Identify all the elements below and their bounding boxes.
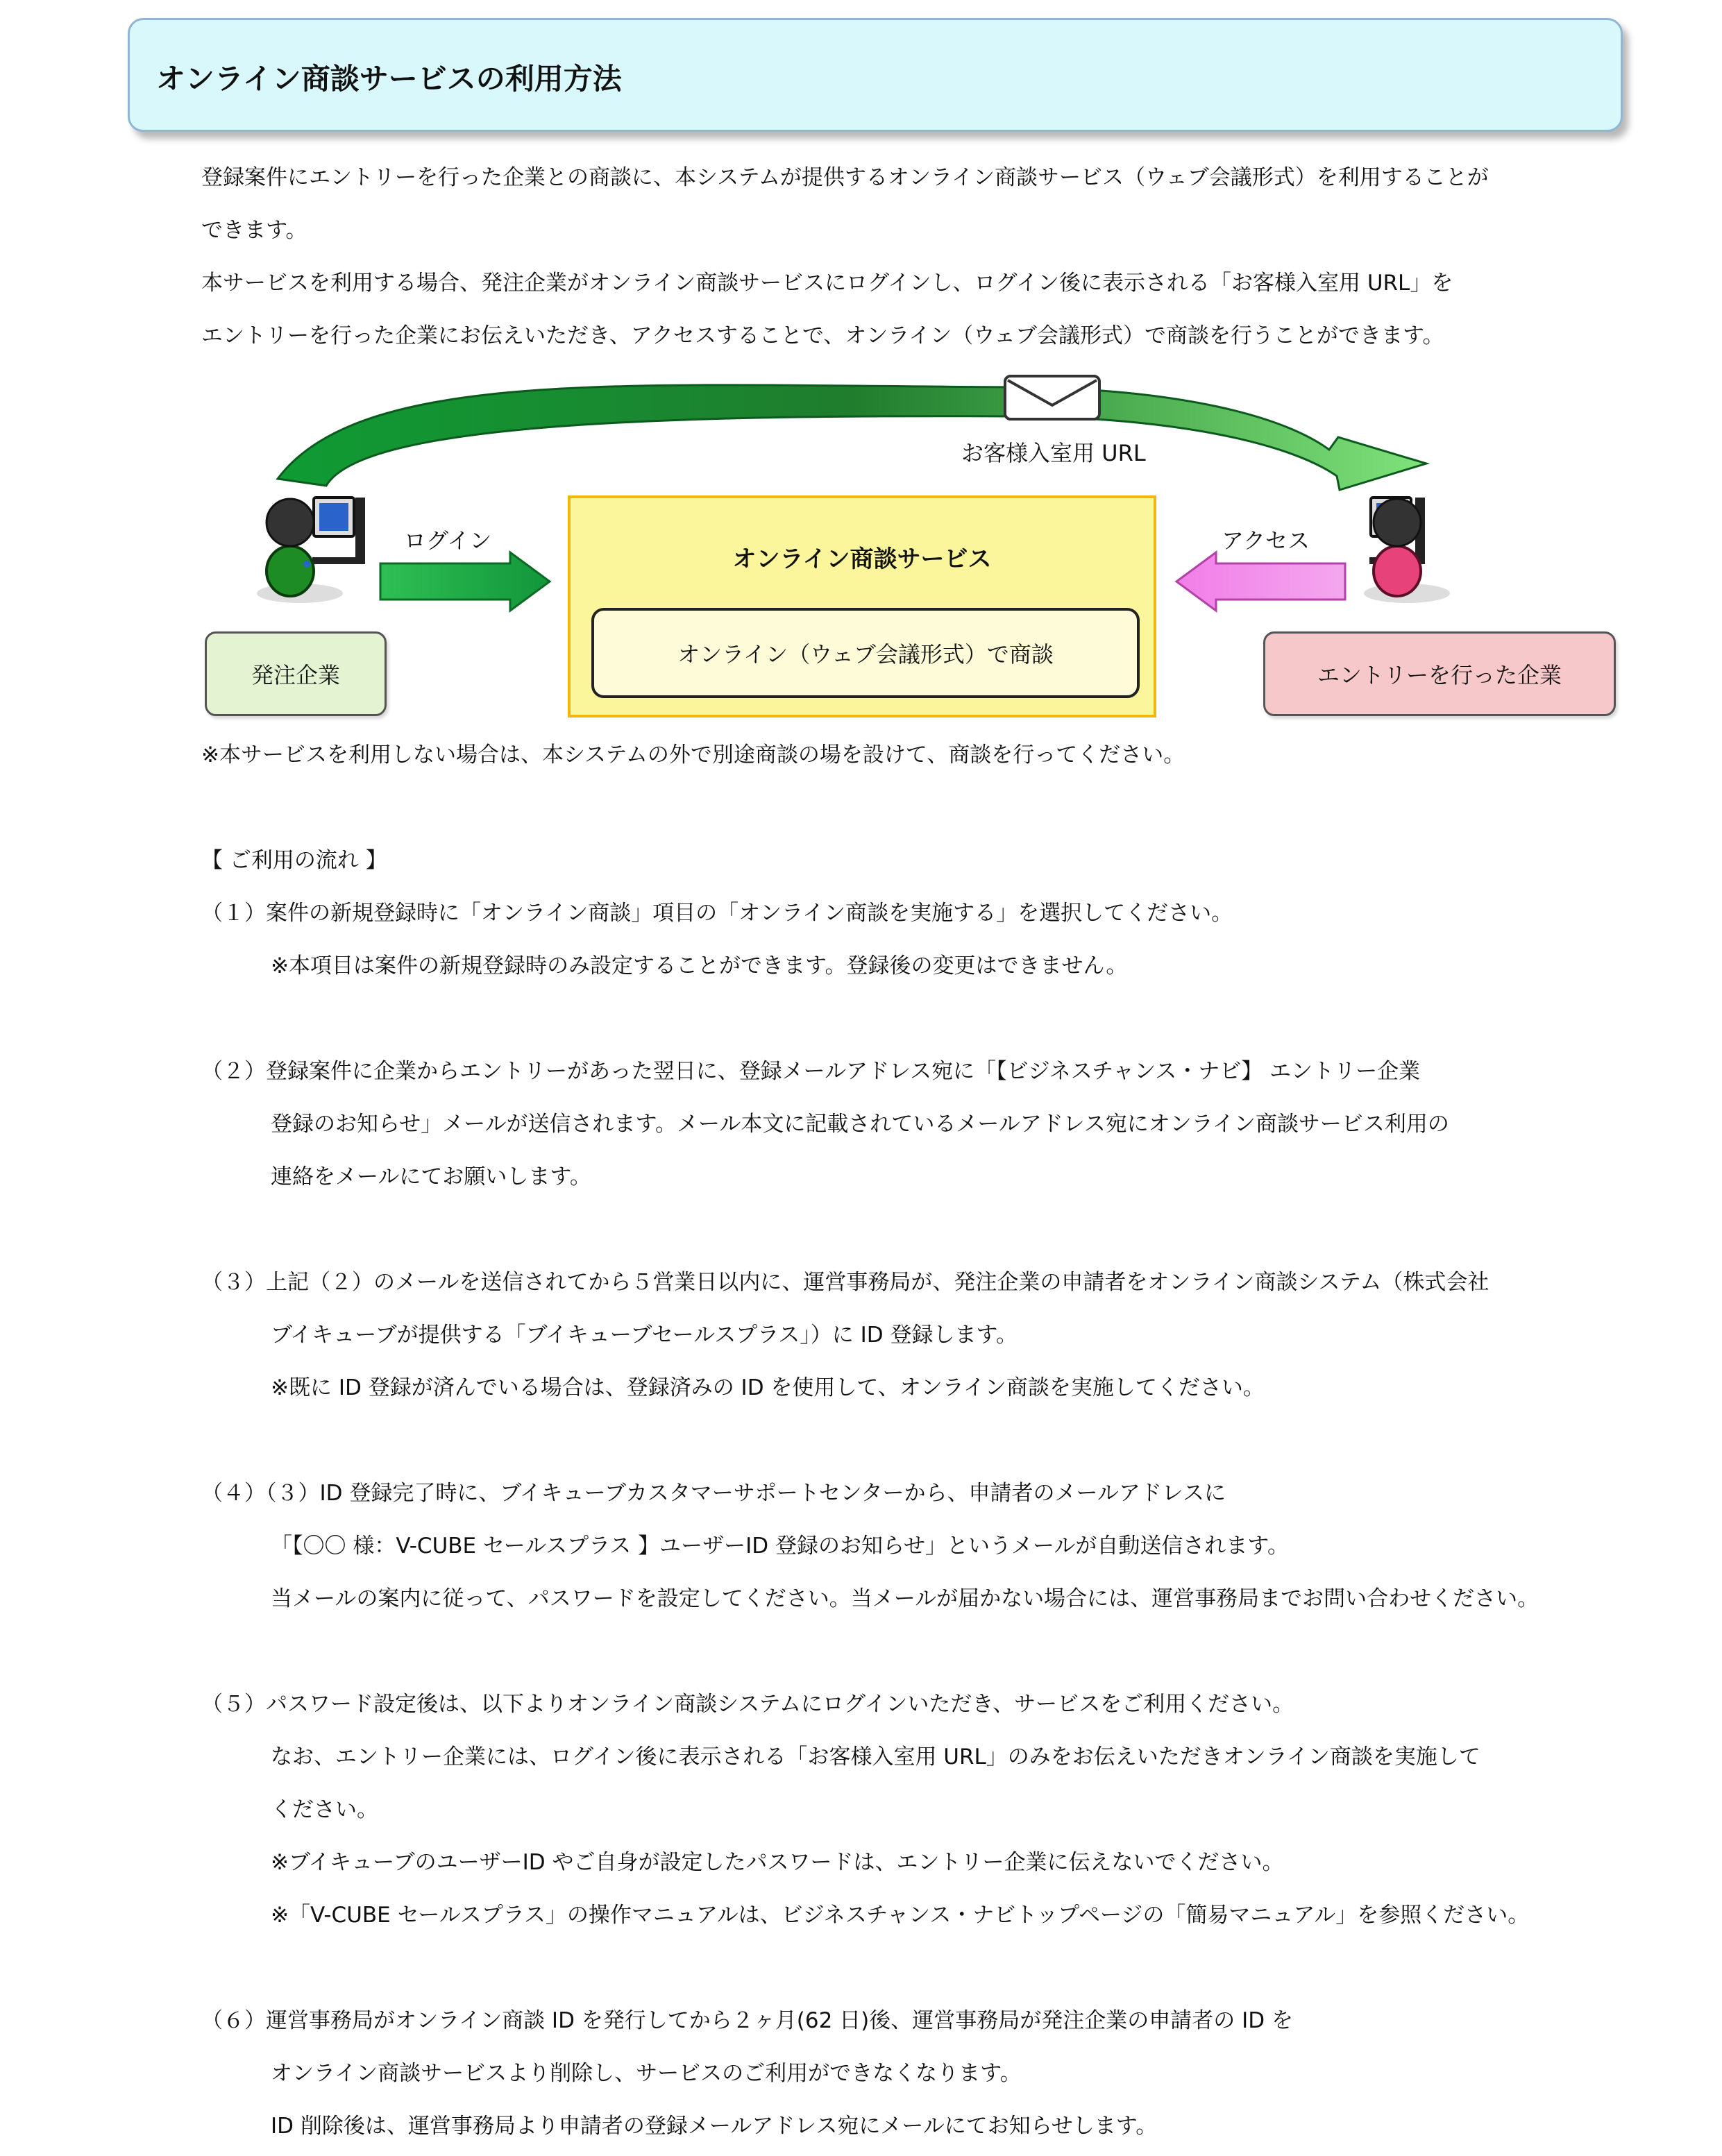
step-line: ※本項目は案件の新規登録時のみ設定することができます。登録後の変更はできません。 xyxy=(271,953,1128,978)
step-line: 当メールの案内に従って、パスワードを設定してください。当メールが届かない場合には、運営事務局までお問い合わせください。 xyxy=(271,1586,1539,1611)
ordering-company-box: 発注企業 xyxy=(205,631,387,716)
service-title: オンライン商談サービス xyxy=(732,545,992,573)
intro-line: 本サービスを利用する場合、発注企業がオンライン商談サービスにログインし、ログイン後に表示される「お客様入室用 URL」を xyxy=(201,271,1453,296)
step-line: オンライン商談サービスより削除し、サービスのご利用ができなくなります。 xyxy=(271,2061,1022,2086)
note-text: ※本サービスを利用しない場合は、本システムの外で別途商談の場を設けて、商談を行ってください。 xyxy=(201,742,1185,767)
step-line: （１）案件の新規登録時に「オンライン商談」項目の「オンライン商談を実施する」を選択してください。 xyxy=(201,901,1233,926)
step-line: なお、エントリー企業には、ログイン後に表示される「お客様入室用 URL」のみをお伝えいただきオンライン商談を実施して xyxy=(271,1745,1480,1769)
entry-company-box: エントリーを行った企業 xyxy=(1263,631,1616,716)
login-arrow xyxy=(380,552,550,611)
url-label: お客様入室用 URL xyxy=(961,440,1146,466)
step-line: （２）登録案件に企業からエントリーがあった翌日に、登録メールアドレス宛に「【ビジネスチャンス・ナビ】 エントリー企業 xyxy=(201,1059,1421,1084)
step-line: （４）（３）ID 登録完了時に、ブイキューブカスタマーサポートセンターから、申請者のメールアドレスに xyxy=(201,1481,1226,1506)
step-line: ※「V-CUBE セールスプラス」の操作マニュアルは、ビジネスチャンス・ナビトップページの「簡易マニュアル」を参照ください。 xyxy=(271,1903,1530,1928)
step-line: 連絡をメールにてお願いします。 xyxy=(271,1164,591,1189)
step-line: ブイキューブが提供する「ブイキューブセールスプラス」）に ID 登録します。 xyxy=(271,1323,1018,1348)
intro-line: できます。 xyxy=(201,218,307,243)
access-label: アクセス xyxy=(1222,527,1310,554)
step-line: （６）運営事務局がオンライン商談 ID を発行してから２ヶ月(62 日)後、運営事務局が発注企業の申請者の ID を xyxy=(201,2008,1293,2033)
page-title: オンライン商談サービスの利用方法 xyxy=(156,62,622,96)
step-line: ID 削除後は、運営事務局より申請者の登録メールアドレス宛にメールにてお知らせします。 xyxy=(271,2114,1158,2139)
login-label: ログイン xyxy=(404,527,492,554)
person-computer-icon xyxy=(1364,489,1475,607)
step-line: （５）パスワード設定後は、以下よりオンライン商談システムにログインいただき、サービスをご利用ください。 xyxy=(201,1692,1294,1717)
url-arc-arrow xyxy=(278,385,1426,490)
person-computer-icon xyxy=(257,489,368,607)
envelope-icon xyxy=(1005,376,1099,419)
step-line: 「【〇〇 様：V-CUBE セールスプラス 】ユーザーID 登録のお知らせ」というメールが自動送信されます。 xyxy=(271,1534,1289,1559)
intro-line: エントリーを行った企業にお伝えいただき、アクセスすることで、オンライン（ウェブ会議形式）で商談を行うことができます。 xyxy=(201,323,1444,348)
step-line: ※ブイキューブのユーザーID やご自身が設定したパスワードは、エントリー企業に伝えないでください。 xyxy=(271,1850,1284,1875)
online-meeting-service-box xyxy=(568,495,1156,718)
service-inner-box: オンライン（ウェブ会議形式）で商談 xyxy=(591,608,1140,698)
step-line: ※既に ID 登録が済んでいる場合は、登録済みの ID を使用して、オンライン商談を実施してください。 xyxy=(271,1375,1265,1400)
intro-line: 登録案件にエントリーを行った企業との商談に、本システムが提供するオンライン商談サービス（ウェブ会議形式）を利用することが xyxy=(201,165,1489,190)
flow-heading: 【 ご利用の流れ 】 xyxy=(201,848,387,873)
step-line: 登録のお知らせ」メールが送信されます。メール本文に記載されているメールアドレス宛にオンライン商談サービス利用の xyxy=(271,1112,1449,1137)
step-line: （３）上記（２）のメールを送信されてから５営業日以内に、運営事務局が、発注企業の申請者をオンライン商談システム（株式会社 xyxy=(201,1270,1489,1295)
step-line: ください。 xyxy=(271,1797,378,1822)
access-arrow xyxy=(1176,552,1345,611)
